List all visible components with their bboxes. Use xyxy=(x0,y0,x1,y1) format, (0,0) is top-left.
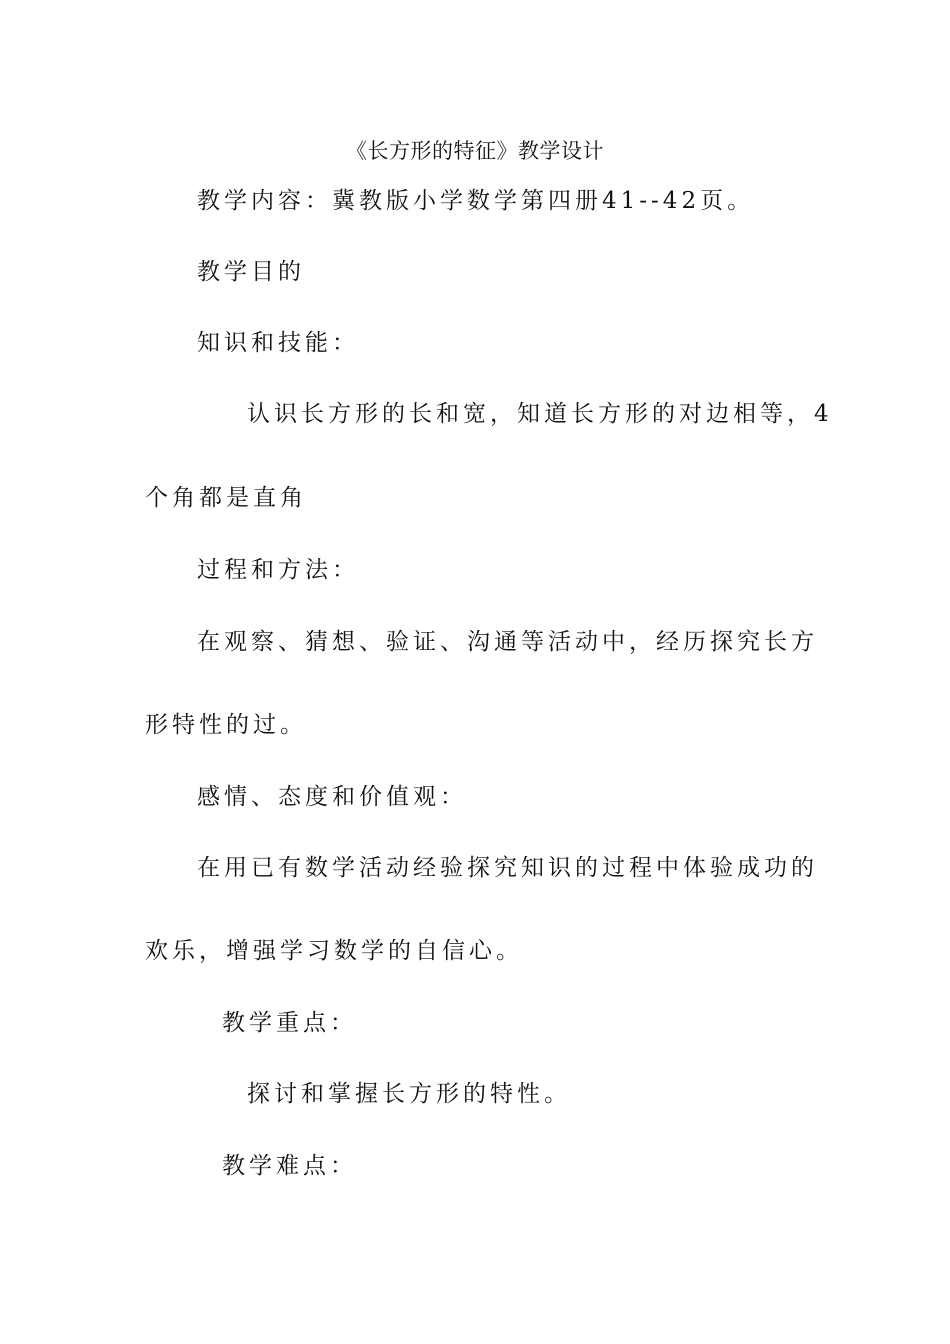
process-method-text-2: 形特性的过。 xyxy=(145,712,307,738)
difficult-points-heading: 教学难点： xyxy=(222,1153,357,1179)
emotion-values-heading: 感情、态度和价值观： xyxy=(197,784,467,810)
knowledge-skills-heading: 知识和技能： xyxy=(197,330,359,356)
key-points-text: 探讨和掌握长方形的特性。 xyxy=(247,1081,571,1107)
process-method-heading: 过程和方法： xyxy=(197,557,359,583)
knowledge-skills-text-1: 认识长方形的长和宽，知道长方形的对边相等，4 xyxy=(247,401,833,427)
teaching-content-line: 教学内容：冀教版小学数学第四册41--42页。 xyxy=(197,188,755,214)
teaching-objectives-heading: 教学目的 xyxy=(197,259,305,285)
document-title: 《长方形的特征》教学设计 xyxy=(346,139,604,163)
knowledge-skills-text-2: 个角都是直角 xyxy=(145,485,307,511)
process-method-text-1: 在观察、猜想、验证、沟通等活动中，经历探究长方 xyxy=(197,629,818,655)
emotion-values-text-1: 在用已有数学活动经验探究知识的过程中体验成功的 xyxy=(197,855,818,881)
emotion-values-text-2: 欢乐，增强学习数学的自信心。 xyxy=(145,938,523,964)
key-points-heading: 教学重点： xyxy=(222,1010,357,1036)
